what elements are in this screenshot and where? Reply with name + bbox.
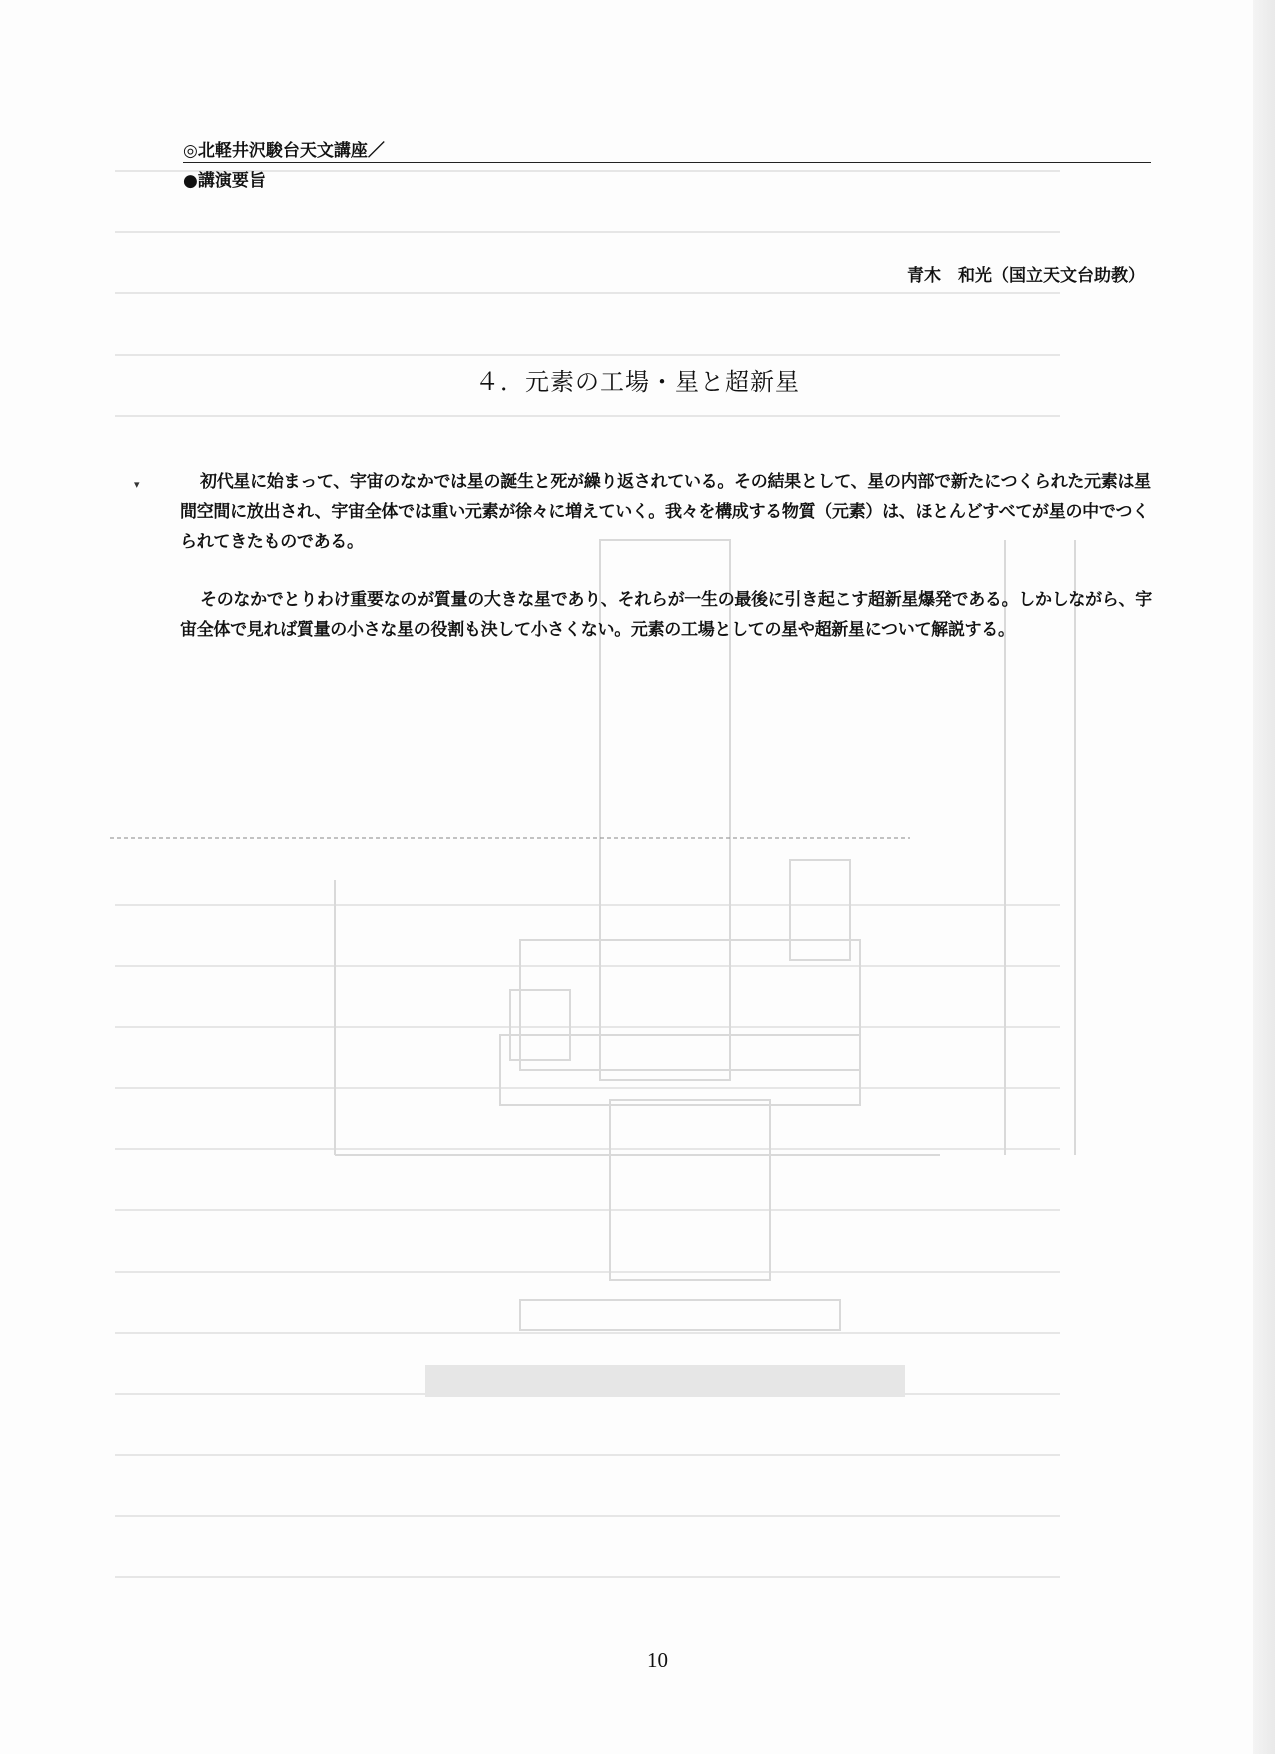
page-number: 10	[647, 1648, 668, 1672]
lecture-series-header: ◎北軽井沢駿台天文講座／	[183, 141, 385, 161]
abstract-paragraph-2: そのなかでとりわけ重要なのが質量の大きな星であり、それらが一生の最後に引き起こす超新星爆発である。しかしながら、宇宙全体で見れば質量の小さな星の役割も決して小さくない。元素の工場としての星や超新星について解説する。	[180, 590, 1152, 640]
page-edge-shadow	[1253, 0, 1275, 1754]
section-header: ●講演要旨	[183, 171, 266, 191]
header-rule	[183, 162, 1151, 163]
abstract-paragraph-1: 初代星に始まって、宇宙のなかでは星の誕生と死が繰り返されている。その結果として、星の内部で新たにつくられた元素は星間空間に放出され、宇宙全体では重い元素が徐々に増えていく。我々を構成する物質（元素）は、ほとんどすべてが星の中でつくられてきたものである。	[180, 472, 1151, 552]
author-line: 青木 和光（国立天文台助教）	[907, 266, 1145, 286]
lecture-title: ４．元素の工場・星と超新星	[475, 368, 800, 396]
scan-mark: ▾	[134, 478, 140, 491]
